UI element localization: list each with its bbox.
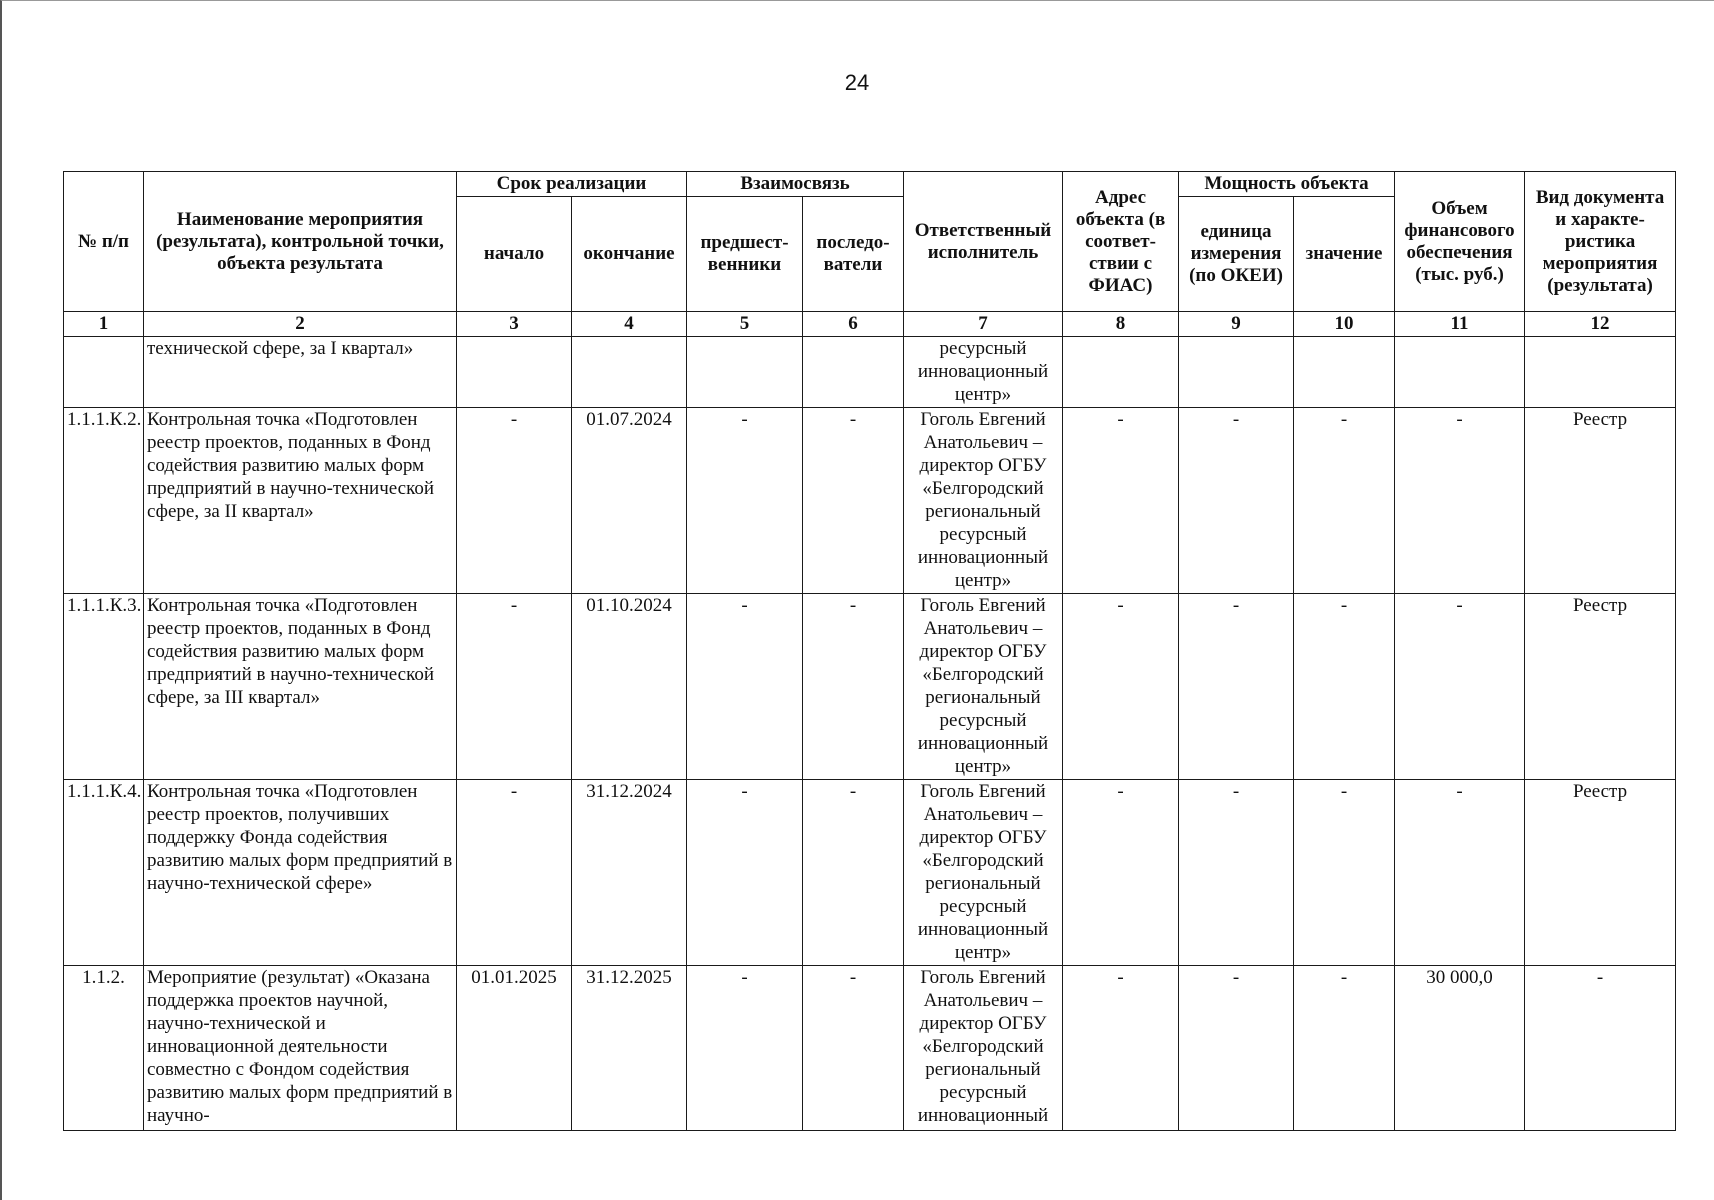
cell-start xyxy=(457,337,572,408)
cell-pred: - xyxy=(687,966,803,1131)
cell-finance: - xyxy=(1395,594,1525,780)
plan-table xyxy=(63,171,1676,1131)
cell-succ xyxy=(803,337,904,408)
header-row-1 xyxy=(64,172,1676,197)
column-number: 9 xyxy=(1179,312,1294,337)
cell-unit: - xyxy=(1179,780,1294,966)
cell-name: Контрольная точка «Подготовлен реестр проектов, поданных в Фонд содействия развитию малых форм предприятий в научно-технической сфере, за II квартал» xyxy=(144,408,457,594)
table-row xyxy=(64,408,1676,594)
cell-unit: - xyxy=(1179,408,1294,594)
cell-end: 31.12.2025 xyxy=(572,966,687,1131)
header-responsible: Ответственный исполнитель xyxy=(904,172,1063,312)
column-number-row xyxy=(64,312,1676,337)
cell-end: 01.10.2024 xyxy=(572,594,687,780)
column-number: 6 xyxy=(803,312,904,337)
column-number: 11 xyxy=(1395,312,1525,337)
column-number: 10 xyxy=(1294,312,1395,337)
cell-value: - xyxy=(1294,780,1395,966)
cell-num xyxy=(64,337,144,408)
header-num: № п/п xyxy=(64,172,144,312)
cell-pred: - xyxy=(687,408,803,594)
cell-resp: Гоголь Евгений Анатольевич – директор ОГБУ «Белгородский региональный ресурсный инновационный центр» xyxy=(904,408,1063,594)
cell-finance xyxy=(1395,337,1525,408)
cell-end: 01.07.2024 xyxy=(572,408,687,594)
cell-doc: Реестр xyxy=(1525,780,1676,966)
header-start: начало xyxy=(457,197,572,312)
cell-resp: Гоголь Евгений Анатольевич – директор ОГБУ «Белгородский региональный ресурсный инновационный центр» xyxy=(904,594,1063,780)
cell-value: - xyxy=(1294,594,1395,780)
header-value: значение xyxy=(1294,197,1395,312)
cell-num: 1.1.1.К.2. xyxy=(64,408,144,594)
cell-unit: - xyxy=(1179,966,1294,1131)
cell-start: - xyxy=(457,408,572,594)
header-capacity-group: Мощность объекта xyxy=(1179,172,1395,197)
header-predecessors: предшест-венники xyxy=(687,197,803,312)
header-successors: последо-ватели xyxy=(803,197,904,312)
cell-value xyxy=(1294,337,1395,408)
cell-resp: Гоголь Евгений Анатольевич – директор ОГБУ «Белгородский региональный ресурсный инновационный xyxy=(904,966,1063,1131)
column-number: 12 xyxy=(1525,312,1676,337)
column-number: 1 xyxy=(64,312,144,337)
cell-num: 1.1.1.К.3. xyxy=(64,594,144,780)
cell-name: технической сфере, за I квартал» xyxy=(144,337,457,408)
header-period-group: Срок реализации xyxy=(457,172,687,197)
cell-start: - xyxy=(457,594,572,780)
cell-start: 01.01.2025 xyxy=(457,966,572,1131)
cell-doc xyxy=(1525,337,1676,408)
header-doc-type: Вид документа и характе-ристика мероприятия (результата) xyxy=(1525,172,1676,312)
column-number: 5 xyxy=(687,312,803,337)
cell-num: 1.1.1.К.4. xyxy=(64,780,144,966)
header-finance: Объем финансового обеспечения (тыс. руб.) xyxy=(1395,172,1525,312)
cell-unit xyxy=(1179,337,1294,408)
header-unit: единица измерения (по ОКЕИ) xyxy=(1179,197,1294,312)
cell-name: Контрольная точка «Подготовлен реестр проектов, получивших поддержку Фонда содействия развитию малых форм предприятий в научно-технической сфере» xyxy=(144,780,457,966)
column-number: 7 xyxy=(904,312,1063,337)
cell-doc: - xyxy=(1525,966,1676,1131)
cell-resp: Гоголь Евгений Анатольевич – директор ОГБУ «Белгородский региональный ресурсный инновационный центр» xyxy=(904,780,1063,966)
cell-name: Мероприятие (результат) «Оказана поддержка проектов научной, научно-технической и инновационной деятельности совместно с Фондом содействия развитию малых форм предприятий в научно- xyxy=(144,966,457,1131)
column-number: 4 xyxy=(572,312,687,337)
cell-succ: - xyxy=(803,780,904,966)
page-number: 24 xyxy=(844,70,870,95)
column-number: 3 xyxy=(457,312,572,337)
header-link-group: Взаимосвязь xyxy=(687,172,904,197)
cell-end xyxy=(572,337,687,408)
cell-end: 31.12.2024 xyxy=(572,780,687,966)
column-number: 2 xyxy=(144,312,457,337)
cell-pred: - xyxy=(687,780,803,966)
cell-addr: - xyxy=(1063,966,1179,1131)
cell-finance: - xyxy=(1395,408,1525,594)
cell-value: - xyxy=(1294,408,1395,594)
cell-resp: ресурсный инновационный центр» xyxy=(904,337,1063,408)
header-name: Наименование мероприятия (результата), контрольной точки, объекта результата xyxy=(144,172,457,312)
header-end: окончание xyxy=(572,197,687,312)
table-row xyxy=(64,594,1676,780)
column-number: 8 xyxy=(1063,312,1179,337)
cell-finance: 30 000,0 xyxy=(1395,966,1525,1131)
cell-doc: Реестр xyxy=(1525,594,1676,780)
cell-doc: Реестр xyxy=(1525,408,1676,594)
cell-unit: - xyxy=(1179,594,1294,780)
cell-pred xyxy=(687,337,803,408)
cell-start: - xyxy=(457,780,572,966)
cell-succ: - xyxy=(803,966,904,1131)
table-row xyxy=(64,966,1676,1131)
cell-name: Контрольная точка «Подготовлен реестр проектов, поданных в Фонд содействия развитию малых форм предприятий в научно-технической сфере, за III квартал» xyxy=(144,594,457,780)
cell-num: 1.1.2. xyxy=(64,966,144,1131)
table-row xyxy=(64,780,1676,966)
table-row xyxy=(64,337,1676,408)
cell-addr: - xyxy=(1063,408,1179,594)
cell-addr: - xyxy=(1063,594,1179,780)
cell-succ: - xyxy=(803,594,904,780)
cell-succ: - xyxy=(803,408,904,594)
header-address: Адрес объекта (в соответ-ствии с ФИАС) xyxy=(1063,172,1179,312)
cell-addr: - xyxy=(1063,780,1179,966)
cell-value: - xyxy=(1294,966,1395,1131)
cell-finance: - xyxy=(1395,780,1525,966)
cell-addr xyxy=(1063,337,1179,408)
cell-pred: - xyxy=(687,594,803,780)
